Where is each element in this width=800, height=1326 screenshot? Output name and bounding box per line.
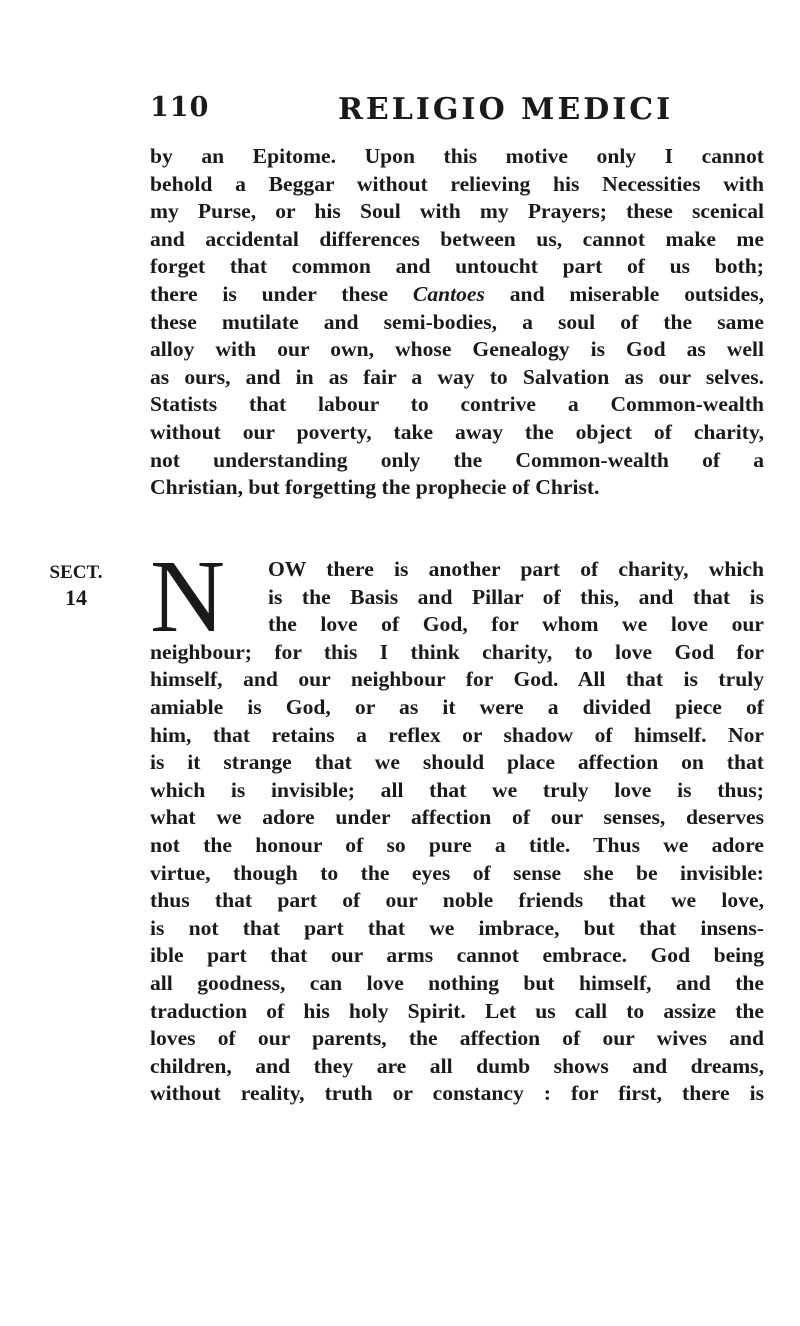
text-line: ible part that our arms cannot embrace. God being bbox=[150, 943, 764, 968]
text-line: by an Epitome. Upon this motive only I cannot bbox=[150, 144, 764, 168]
text-line: as ours, and in as fair a way to Salvation as our selves. bbox=[150, 364, 764, 389]
text-line: and accidental differences between us, cannot make me bbox=[150, 226, 764, 251]
text-line: is it strange that we should place affection on that bbox=[150, 750, 764, 775]
text-line: him, that retains a reflex or shadow of himself. Nor bbox=[150, 722, 764, 747]
text-line: thus that part of our noble friends that we love, bbox=[150, 888, 764, 913]
text-line: these mutilate and semi-bodies, a soul of the same bbox=[150, 309, 764, 334]
text-line: my Purse, or his Soul with my Prayers; these scenical bbox=[150, 199, 764, 224]
text-line: which is invisible; all that we truly love is thus; bbox=[150, 777, 764, 802]
text-line: neighbour; for this I think charity, to love God for bbox=[150, 639, 764, 664]
text-segment: and miserable outsides, bbox=[484, 281, 765, 306]
text-line: without our poverty, take away the object of charity, bbox=[150, 419, 764, 444]
text-line: virtue, though to the eyes of sense she be invisible: bbox=[150, 860, 764, 885]
text-line: OW there is another part of charity, which bbox=[268, 557, 764, 581]
text-line: Christian, but forgetting the prophecie of Christ. bbox=[150, 475, 600, 500]
text-line: children, and they are all dumb shows and dreams, bbox=[150, 1053, 764, 1078]
italic-word: Cantoes bbox=[412, 281, 485, 306]
section-sidenote bbox=[36, 560, 116, 610]
paragraph-1 bbox=[150, 143, 764, 502]
text-line: loves of our parents, the affection of our wives and bbox=[150, 1026, 764, 1051]
text-line: traduction of his holy Spirit. Let us call to assize the bbox=[150, 998, 764, 1023]
paragraph-2 bbox=[150, 556, 764, 1108]
text-line: behold a Beggar without relieving his Necessities with bbox=[150, 171, 764, 196]
section-label: SECT. bbox=[49, 562, 103, 583]
text-line: not the honour of so pure a title. Thus we adore bbox=[150, 832, 764, 857]
text-line: Statists that labour to contrive a Common-wealth bbox=[150, 392, 764, 417]
text-line: himself, and our neighbour for God. All that is truly bbox=[150, 667, 764, 692]
running-head bbox=[150, 92, 764, 132]
text-line: is not that part that we imbrace, but that insens- bbox=[150, 915, 764, 940]
text-line: without reality, truth or constancy : for first, there is bbox=[150, 1081, 764, 1106]
page-number: 110 bbox=[150, 92, 210, 123]
text-line: not understanding only the Common-wealth of a bbox=[150, 447, 764, 472]
text-line: amiable is God, or as it were a divided piece of bbox=[150, 694, 764, 719]
text-line: what we adore under affection of our senses, deserves bbox=[150, 805, 764, 830]
text-line: is the Basis and Pillar of this, and that is bbox=[268, 584, 764, 609]
text-line: forget that common and untoucht part of us both; bbox=[150, 254, 764, 279]
section-number: 14 bbox=[65, 585, 87, 610]
text-line: all goodness, can love nothing but himself, and the bbox=[150, 970, 764, 995]
text-line: the love of God, for whom we love our bbox=[268, 612, 764, 637]
text-line-with-italic bbox=[150, 281, 764, 309]
text-segment: there is under these bbox=[150, 281, 413, 306]
text-line: alloy with our own, whose Genealogy is God as well bbox=[150, 337, 764, 362]
running-title: RELIGIO MEDICI bbox=[338, 92, 674, 127]
drop-cap: N bbox=[150, 539, 226, 654]
